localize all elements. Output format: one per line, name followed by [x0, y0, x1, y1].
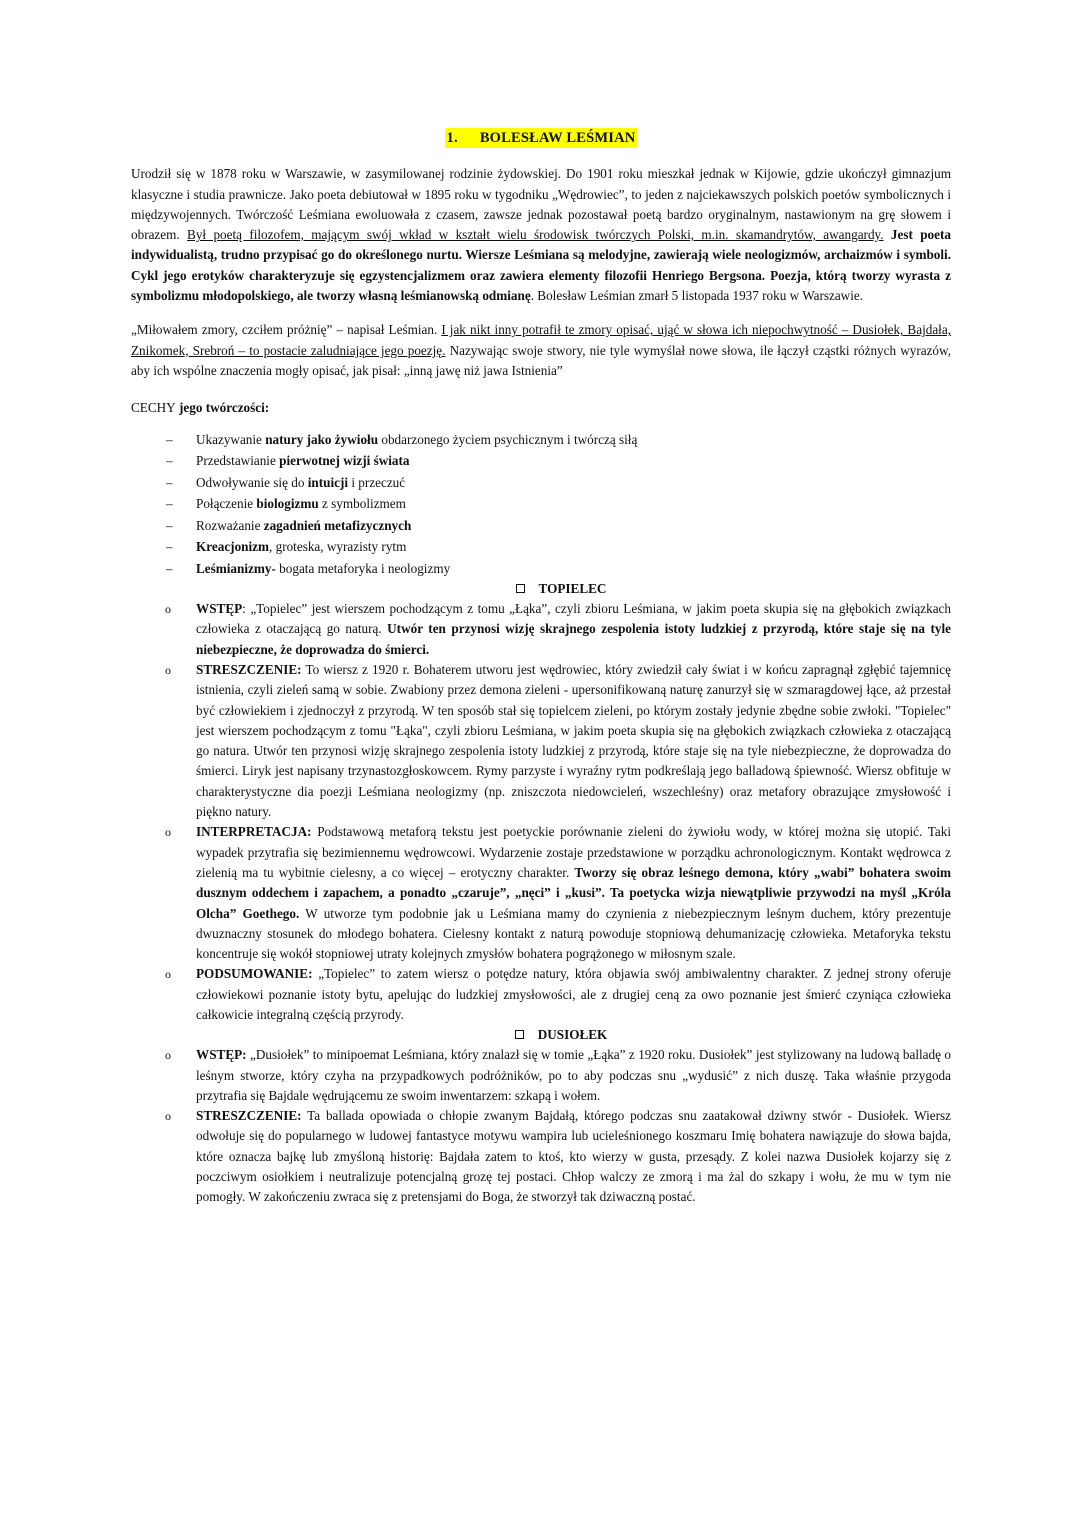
item-text: To wiersz z 1920 r. Bohaterem utworu jest wędrowiec, który zwiedził cały świat i w końcu zapragnął zgłębić tajemnicę istnienia, czyli zieleń samą w sobie. Zwabiony przez demona zieleni - upersonifikowaną naturę zanurzył się w szmaragdowej łące, aż przestał być człowiekiem i zjednoczył z przyrodą. W ten sposób stał się topielcem zieleni, po którym zostały jedynie zbędne sobie zwłoki. "Topielec" jest wierszem pochodzącym z tomu "Łąka", czyli zbioru Leśmiana, w jakim poeta skupia się na głębokich związkach człowieka z otaczającą go natura. Utwór ten przynosi wizję skrajnego zespolenia istoty ludzkiej z przyrodą, które staje się na tyle niebezpieczne, że doprowadza do śmierci. Liryk jest napisany trzynastozgłoskowcem. Rymy parzyste i wyraźny rytm podkreślają jego balladową śpiewność. Wiersz obfituje w charakterystyczne dia poezji Leśmiana neologizmy (np. zniszczota niedowcieleń, wszechleśny) oraz metafory obrazujące zmysłowość i piękno natury.	[196, 661, 951, 820]
item-bold: Tworzy się obraz leśnego demona, który „wabi” bohatera swoim dusznym oddechem i zapachem, a ponadto „czaruje”, „nęci” i „kusi”. Ta poetycka wizja niewątpliwie przywodzi na myśl „Króla Olcha” Goethego.	[196, 864, 951, 921]
title-number: 1.	[446, 130, 458, 146]
list-item	[131, 450, 951, 472]
title-block	[131, 128, 951, 148]
item-post: , groteska, wyrazisty rytm	[269, 539, 407, 555]
list-item	[131, 1106, 951, 1207]
item-bold: Utwór ten przynosi wizję skrajnego zespolenia istoty ludzkiej z przyrodą, które staje się na tyle niebezpieczne, że doprowadza do śmierci.	[196, 621, 951, 657]
features-heading-caps: CECHY	[131, 400, 176, 416]
bio-bold: Jest poeta indywidualistą, trudno przypisać go do określonego nurtu. Wiersze Leśmiana są melodyjne, zawierają wiele neologizmów, archaizmów i symboli. Cykl jego erotyków charakteryzuje się egzystencjalizmem oraz zawiera elementy filozofii Henriego Bergsona. Poezja, którą tworzy wyrasta z symbolizmu młodopolskiego, ale tworzy własną leśmianowską odmianę	[131, 227, 951, 304]
features-list	[131, 429, 951, 580]
list-item	[131, 822, 951, 964]
item-bold: zagadnień metafizycznych	[263, 517, 412, 533]
quote-text-1: „Miłowałem zmory, czciłem próżnię” – napisał Leśmian.	[131, 322, 442, 338]
item-post: bogata metaforyka i neologizmy	[275, 560, 451, 576]
list-item	[131, 515, 951, 537]
circle-bullet-icon: o	[165, 825, 171, 840]
circle-bullet-icon: o	[165, 1048, 171, 1063]
item-post: z symbolizmem	[318, 496, 406, 512]
item-text: : „Topielec” jest wierszem pochodzącym z tomu „Łąka”, czyli zbioru Leśmiana, w jakim poeta skupia się na głębokich związkach człowieka z otaczającą go naturą.	[196, 601, 951, 637]
dash-bullet: –	[166, 453, 173, 469]
document-page	[131, 128, 951, 1208]
list-item	[131, 472, 951, 494]
circle-bullet-icon: o	[165, 662, 171, 677]
item-label: WSTĘP	[196, 601, 243, 617]
item-post: i przeczuć	[348, 474, 406, 490]
list-item	[131, 599, 951, 660]
item-text-2: W utworze tym podobnie jak u Leśmiana mamy do czynienia z niebezpiecznym leśnym duchem, który prezentuje dwuznaczny stosunek do młodego bohatera. Cielesny kontakt z naturą powoduje stopniową dehumanizację człowieka. Metaforyka tekstu koncentruje się wokół stopniowej utraty kolejnych zmysłów bohatera pogrążonego w miłosnym szale.	[196, 905, 951, 962]
bio-text-1: Urodził się w 1878 roku w Warszawie, w zasymilowanej rodzinie żydowskiej. Do 1901 roku mieszkał jednak w Kijowie, gdzie ukończył gimnazjum klasyczne i studia prawnicze. Jako poeta debiutował w 1895 roku w tygodniku „Wędrowiec”, to jeden z najciekawszych polskich poetów symbolicznych i międzywojennych. Twórczość Leśmiana ewoluowała z czasem, zawsze jednak pozostawał poetą bardzo oryginalnym, nastawionym na grę słowem i obrazem.	[131, 166, 951, 243]
bio-text-2: . Bolesław Leśmian zmarł 5 listopada 1937 roku w Warszawie.	[530, 288, 864, 304]
dash-bullet: –	[166, 431, 173, 447]
item-pre: Odwoływanie się do	[196, 474, 308, 490]
dash-bullet: –	[166, 539, 173, 555]
item-label: PODSUMOWANIE:	[196, 966, 313, 982]
checkbox-square-icon	[516, 584, 525, 593]
section-heading-dusiolek	[131, 1025, 951, 1045]
circle-bullet-icon: o	[165, 1109, 171, 1124]
quote-text-2: Nazywając swoje stwory, nie tyle wymyślał nowe słowa, ile łączył cząstki różnych wyrazów, aby ich wspólne znaczenia mogły opisać, jak pisał: „inną jawę niż jawa Istnienia”	[131, 342, 951, 378]
circle-bullet-icon: o	[165, 967, 171, 982]
item-text: „Dusiołek” to minipoemat Leśmiana, który znalazł się w tomie „Łąka” z 1920 roku. Dusiołek” jest stylizowany na ludową balladę o leśnym stworze, który czyha na przypadkowych podróżników, po to aby podczas snu „wydusić” z nich duszę. Taka właśnie przygoda przytrafia się Bajdale wędrującemu ze swoim inwentarzem: szkapą i wołem.	[196, 1047, 951, 1103]
quote-underlined: I jak nikt inny potrafił te zmory opisać, ująć w słowa ich niepochwytność – Dusiołek, Bajdała, Znikomek, Srebroń – to postacie zaludniające jego poezję.	[131, 322, 951, 358]
item-bold: intuicji	[307, 474, 349, 490]
list-item	[131, 964, 951, 1025]
list-item	[131, 536, 951, 558]
item-bold: natury jako żywiołu	[265, 431, 379, 447]
circle-bullet-icon: o	[165, 602, 171, 617]
list-item	[131, 493, 951, 515]
item-label: STRESZCZENIE:	[196, 661, 302, 677]
checkbox-square-icon	[515, 1030, 524, 1039]
dash-bullet: –	[166, 474, 173, 490]
document-title	[445, 128, 638, 148]
item-pre: Ukazywanie	[196, 431, 266, 447]
dash-bullet: –	[166, 496, 173, 512]
item-pre: Przedstawianie	[196, 453, 280, 469]
item-post: obdarzonego życiem psychicznym i twórczą siłą	[378, 431, 638, 447]
list-item	[131, 558, 951, 580]
dash-bullet: –	[166, 517, 173, 533]
item-pre: Połączenie	[196, 496, 257, 512]
item-bold: Kreacjonizm	[196, 539, 269, 555]
item-label: STRESZCZENIE:	[196, 1108, 302, 1124]
dash-bullet: –	[166, 560, 173, 576]
item-text: Ta ballada opowiada o chłopie zwanym Bajdałą, którego podczas snu zaatakował dziwny stwór - Dusiołek. Wiersz odwołuje się do popularnego w ludowej fantastyce motywu wampira lub ucieleśnionego koszmaru Imię bohatera nawiązuje do słowa bajda, które oznacza bajkę lub zmyśloną historię: Bajdała zatem to ktoś, kto wierzy w gusta, przesądy. Z kolei nazwa Dusiołek kojarzy się z poczciwym osiołkiem i neutralizuje potencjalną grozę tej postaci. Chłop walczy ze zmorą i ma żal do szkapy i wołu, że mu w tym nie pomogły. W zakończeniu zwraca się z pretensjami do Boga, że stworzył tak dziwaczną postać.	[196, 1108, 951, 1205]
title-text: BOLESŁAW LEŚMIAN	[479, 130, 636, 146]
item-bold: pierwotnej wizji świata	[279, 453, 410, 469]
list-item	[131, 1045, 951, 1106]
item-label: WSTĘP:	[196, 1047, 247, 1063]
item-pre: Rozważanie	[196, 517, 264, 533]
item-text: „Topielec” to zatem wiersz o potędze natury, która objawia swój ambiwalentny charakter. Z jednej strony oferuje człowiekowi poznanie istoty bytu, apelując do ludzkiej zmysłowości, ale z drugiej ceną za owo poznanie jest śmierć czyniąca człowieka całkowicie integralną częścią przyrody.	[196, 966, 951, 1022]
list-item	[131, 660, 951, 822]
quote-paragraph	[131, 320, 951, 381]
item-bold: Leśmianizmy-	[196, 560, 276, 576]
features-heading-rest: jego twórczości:	[175, 400, 270, 416]
bio-underlined: Był poetą filozofem, mającym swój wkład w kształt wielu środowisk twórczych Polski, m.in. skamandrytów, awangardy.	[187, 227, 884, 243]
biography-paragraph	[131, 164, 951, 306]
item-bold: biologizmu	[256, 496, 319, 512]
list-item	[131, 429, 951, 451]
features-heading	[131, 398, 951, 418]
item-text: Podstawową metaforą tekstu jest poetyckie porównanie zieleni do żywiołu wody, w której można się utopić. Taki wypadek przytrafia się bezimiennemu wędrowcowi. Wydarzenie zostaje przedstawione w porządku achronologicznym. Kontakt wędrowca z zielenią ma tu wybitnie cielesny, a co więcej – erotyczny charakter.	[196, 824, 951, 880]
item-label: INTERPRETACJA:	[196, 824, 312, 840]
section-title: TOPIELEC	[538, 581, 607, 597]
section-title: DUSIOŁEK	[537, 1027, 608, 1043]
section-heading-topielec	[131, 579, 951, 599]
